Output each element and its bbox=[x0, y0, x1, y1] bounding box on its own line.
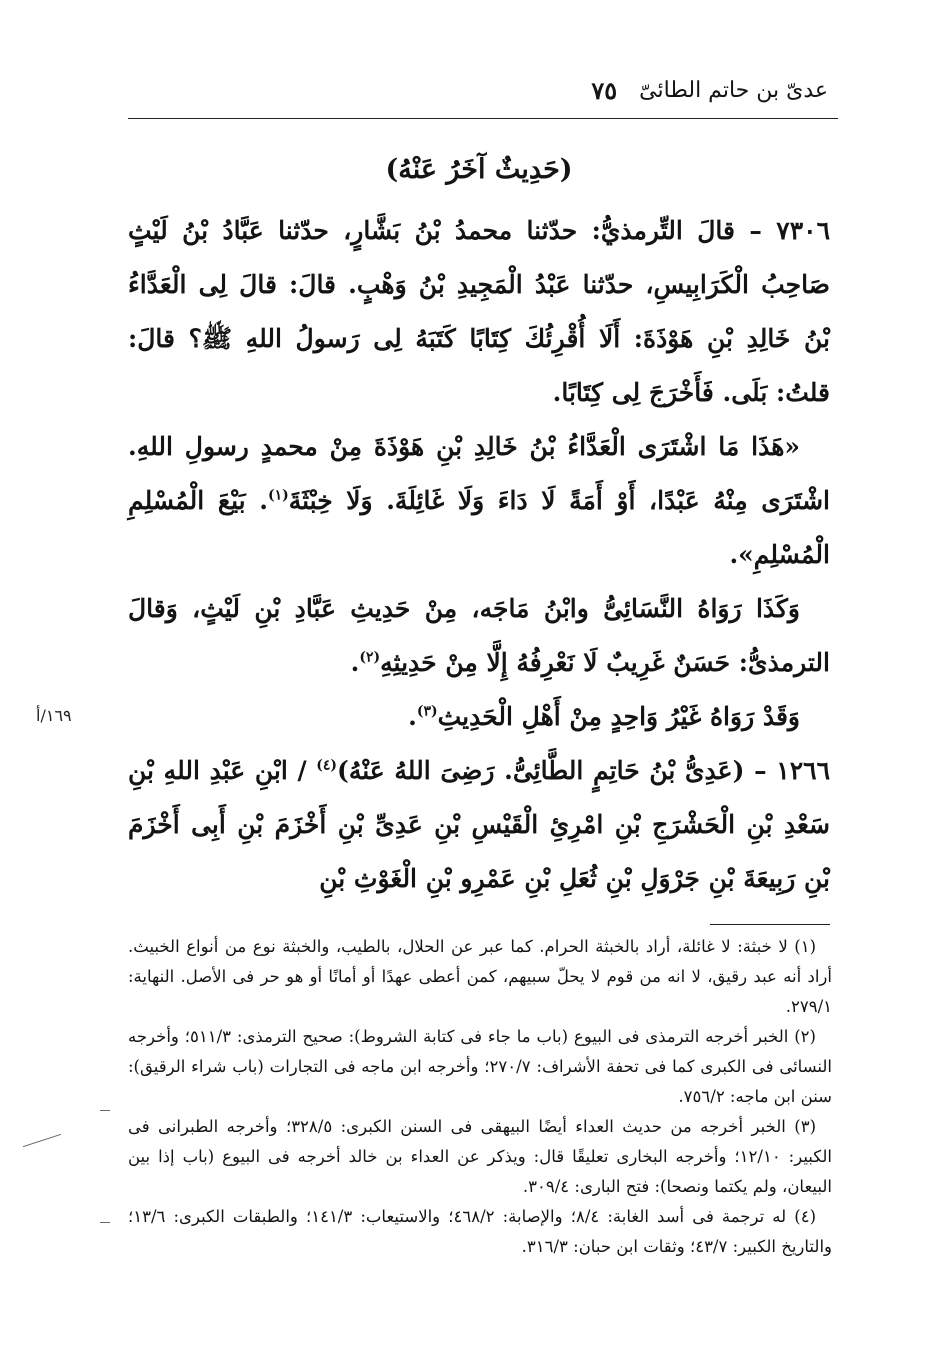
paragraph-contract bbox=[128, 420, 830, 582]
header-title: عدىّ بن حاتم الطائىّ bbox=[639, 77, 828, 103]
page-number: ٧٥ bbox=[591, 75, 618, 105]
paragraph-text: وَقَدْ رَوَاهُ غَيْرُ وَاحِدٍ مِنْ أَهْلِ الْحَدِيثِ bbox=[437, 702, 800, 731]
scan-mark bbox=[100, 1110, 110, 1111]
paragraph-text: وَكَذَا رَوَاهُ النَّسَائِىُّ وابْنُ مَاجَه، مِنْ حَدِيثِ عَبَّادِ بْنِ لَيْثٍ، وَقالَ الترمذىُّ: حَسَنٌ غَرِيبٌ لَا نَعْرِفُهُ إِلَّا مِنْ حَدِيثِهِ bbox=[128, 594, 830, 677]
manuscript-folio-note: ١٦٩/أ bbox=[36, 706, 72, 725]
scan-mark bbox=[23, 1134, 61, 1147]
footnote-1: (١) لا خبثة: لا غائلة، أراد بالخبثة الحرام. كما عبر عن الحلال، بالطيب، والخبثة نوع من أنواع الخبيث. أراد أنه عبد رقيق، لا انه من قوم لا يحلّ سبيهم، كمن أعطى عهدًا أو أمانًا أو هو حر فى الأصل. النهاية: ٢٧٩/١. bbox=[128, 937, 832, 1016]
paragraph-text-after: . بَيْعَ الْمُسْلِمِ الْمُسْلِمِ». bbox=[128, 486, 830, 569]
paragraph-entry-1266 bbox=[128, 744, 830, 906]
footnote-ref-2[interactable]: (٢) bbox=[359, 649, 381, 666]
entry-number: ١٢٦٦ bbox=[776, 756, 830, 785]
paragraph-narration bbox=[128, 582, 830, 690]
paragraph-text: – (عَدِىُّ بْنُ حَاتِمٍ الطَّائِىُّ. رَضِىَ اللهُ عَنْهُ) bbox=[337, 756, 777, 785]
footnotes bbox=[128, 932, 832, 1262]
paragraph-text: – قالَ التِّرمذيُّ: حدّثنا محمدُ بْنُ بَشَّارٍ، حدّثنا عَبَّادُ بْنُ لَيْثٍ صَاحِبُ الْكَرَابِيسِ، حدّثنا عَبْدُ الْمَجِيدِ بْنُ وَهْبٍ. قالَ: قالَ لِى الْعَدَّاءُ بْنُ خَالِدِ بْنِ هَوْذَةَ: أَلَا أُقْرِئُكَ كِتَابًا كَتَبَهُ لِى رَسولُ اللهِ ﷺ؟ قالَ: قلتُ: بَلَى. فَأَخْرَجَ لِى كِتَابًا. bbox=[128, 216, 830, 407]
header-rule bbox=[128, 118, 838, 119]
paragraph-text-after: . bbox=[350, 648, 360, 677]
scan-mark bbox=[100, 1222, 110, 1223]
footnote-rule bbox=[710, 924, 830, 925]
footnote-ref-3[interactable]: (٣) bbox=[416, 703, 438, 720]
section-title: (حَدِيثٌ آخَرُ عَنْهُ) bbox=[385, 154, 573, 185]
paragraph-text: «هَذَا مَا اشْتَرَى الْعَدَّاءُ بْنُ خَالِدِ بْنِ هَوْذَةَ مِنْ محمدٍ رسولِ اللهِ. اشْتَرَى مِنْهُ عَبْدًا، أَوْ أَمَةً لَا دَاءَ وَلَا غَائِلَةَ. وَلَا خِبْثَةَ bbox=[128, 432, 830, 515]
hadith-number: ٧٣٠٦ bbox=[776, 216, 830, 245]
paragraph-hadith-7306 bbox=[128, 204, 830, 420]
footnote-3: (٣) الخبر أخرجه من حديث العداء أيضًا البيهقى فى السنن الكبرى: ٣٢٨/٥؛ وأخرجه الطبرانى فى الكبير: ١٢/١٠؛ وأخرجه البخارى تعليقًا قال: ويذكر عن العداء بن خالد أخرجه فى البيوع (باب إذا بين البيعان، ولم يكتما ونصحا): فتح البارى: ٣٠٩/٤. bbox=[128, 1117, 833, 1196]
main-text bbox=[128, 150, 830, 906]
footnote-4: (٤) له ترجمة فى أسد الغابة: ٨/٤؛ والإصابة: ٤٦٨/٢؛ والاستيعاب: ١٤١/٣؛ والطبقات الكبرى: ١٣/٦؛ والتاريخ الكبير: ٤٣/٧؛ وثقات ابن حبان: ٣١٦/٣. bbox=[128, 1207, 832, 1256]
footnote-ref-1[interactable]: (١) bbox=[267, 487, 289, 504]
paragraph-text-after: / ابْنِ عَبْدِ اللهِ بْنِ سَعْدِ بْنِ الْحَشْرَجِ بْنِ امْرِئِ الْقَيْسِ بْنِ عَدِىِّ بْنِ أَخْزَمَ بْنِ أَبِى أَخْزَمَ بْنِ رَبِيعَةَ بْنِ جَرْوَلِ بْنِ ثُعَلِ بْنِ عَمْرِو بْنِ الْغَوْثِ بْنِ bbox=[128, 756, 830, 893]
running-header bbox=[128, 70, 828, 110]
footnote-ref-4[interactable]: (٤) bbox=[316, 757, 338, 774]
paragraph-others bbox=[128, 690, 830, 744]
footnote-2: (٢) الخبر أخرجه الترمذى فى البيوع (باب ما جاء فى كتابة الشروط): صحيح الترمذى: ٥١١/٣؛ وأخرجه النسائى فى الكبرى كما فى تحفة الأشراف: ٢٧٠/٧؛ وأخرجه ابن ماجه فى التجارات (باب شراء الرقيق): سنن ابن ماجه: ٧٥٦/٢. bbox=[128, 1027, 832, 1106]
paragraph-text-after: . bbox=[408, 702, 417, 731]
